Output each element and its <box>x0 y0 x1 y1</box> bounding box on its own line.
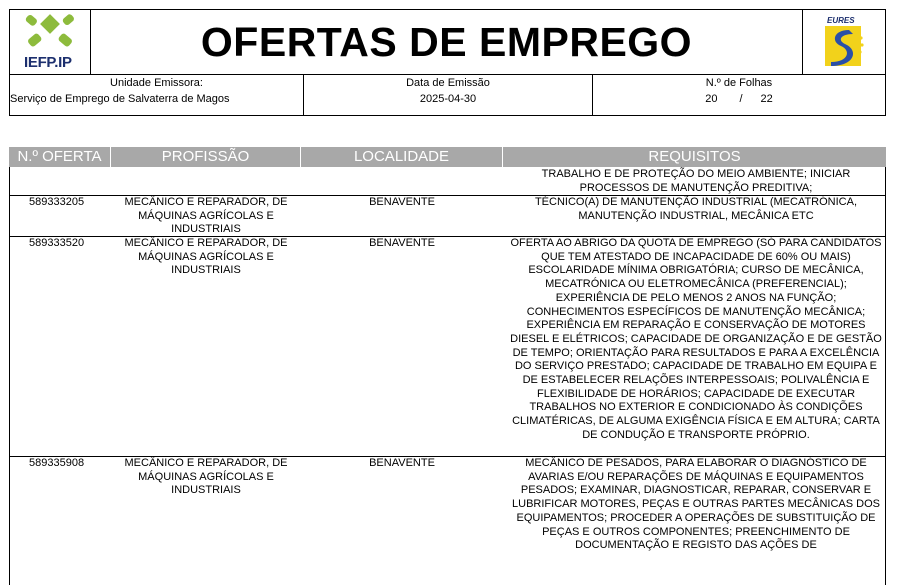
header-info-bar <box>9 74 886 116</box>
table-header <box>9 147 886 167</box>
page-title: OFERTAS DE EMPREGO <box>200 19 693 65</box>
column-header-requisitos: REQUISITOS <box>648 148 741 165</box>
eures-logo-icon <box>803 10 885 74</box>
cell-localidade: BENAVENTE <box>369 457 435 469</box>
cell-profissao: MECÂNICO E REPARADOR, DE MÁQUINAS AGRÍCOLAS E INDUSTRIAIS <box>124 196 288 236</box>
iefp-logo <box>10 10 91 74</box>
table-row <box>9 195 886 236</box>
unidade-emissora-cell <box>10 74 304 115</box>
cell-requisitos: TÉCNICO(A) DE MANUTENÇÃO INDUSTRIAL (MECATRÓNICA, MANUTENÇÃO INDUSTRIAL, MECÂNICA ETC <box>534 196 858 222</box>
document-header <box>9 9 886 116</box>
unidade-emissora-label: Unidade Emissora: <box>110 77 203 89</box>
cell-localidade: BENAVENTE <box>369 196 435 208</box>
cell-localidade: BENAVENTE <box>369 237 435 249</box>
unidade-emissora-value: Serviço de Emprego de Salvaterra de Magos <box>10 93 230 105</box>
cell-profissao: MECÂNICO E REPARADOR, DE MÁQUINAS AGRÍCOLAS E INDUSTRIAIS <box>124 457 288 497</box>
eures-logo-text: EURES <box>827 16 855 25</box>
folhas-separator: / <box>739 93 743 105</box>
iefp-logo-text: IEFP.IP <box>24 54 72 71</box>
table-row <box>9 236 886 456</box>
numero-folhas-label: N.º de Folhas <box>705 77 773 89</box>
data-emissao-label: Data de Emissão <box>406 77 490 89</box>
cell-numero-oferta: 589333520 <box>29 237 85 249</box>
iefp-logo-icon <box>10 10 90 56</box>
table-left-border <box>9 167 10 585</box>
table-row <box>9 167 886 195</box>
column-header-localidade: LOCALIDADE <box>301 147 503 167</box>
data-emissao-cell <box>304 74 593 115</box>
cell-requisitos: TRABALHO E DE PROTEÇÃO DO MEIO AMBIENTE; INICIAR PROCESSOS DE MANUTENÇÃO PREDITIVA; <box>541 168 851 194</box>
numero-folhas-cell <box>593 74 885 115</box>
folhas-total: 22 <box>760 93 773 105</box>
cell-profissao: MECÂNICO E REPARADOR, DE MÁQUINAS AGRÍCOLAS E INDUSTRIAIS <box>124 237 288 277</box>
column-header-profissao: PROFISSÃO <box>111 147 301 167</box>
cell-numero-oferta: 589335908 <box>29 457 85 469</box>
numero-folhas-value <box>593 93 885 105</box>
data-emissao-value: 2025-04-30 <box>419 93 477 105</box>
table-row <box>9 456 886 556</box>
cell-requisitos: OFERTA AO ABRIGO DA QUOTA DE EMPREGO (SÓ PARA CANDIDATOS QUE TEM ATESTADO DE INCAPACIDADE DE 60% OU MAIS) ESCOLARIDADE MÍNIMA OBRIGATÓRIA; CURSO DE MECÂNICA, MECATRÓNICA OU ELETROMECÂNICA (PREFERENCIAL); EXPERIÊNCIA DE PELO MENOS 2 ANOS NA FUNÇÃO; CONHECIMENTOS ESPECÍFICOS DE MANUTENÇÃO MECÂNICA; EXPERIÊNCIA EM REPARAÇÃO E CONSERVAÇÃO DE MOTORES DIESEL E ELÉTRICOS; CAPACIDADE DE ORGANIZAÇÃO E DE GESTÃO DE TEMPO; ORIENTAÇÃO PARA RESULTADOS E PARA A EXCELÊNCIA DO SERVIÇO PRESTADO; CAPACIDADE DE TRABALHO EM EQUIPA E DE ESTABELECER RELAÇÕES INTERPESSOAIS; POLIVALÊNCIA E FLEXIBILIDADE DE HORÁRIOS; CAPACIDADE DE EXECUTAR TRABALHOS NO EXTERIOR E CONDICIONADO ÀS CONDIÇÕES CLIMATÉRICAS, DE ALGUMA EXIGÊNCIA FÍSICA E EM ALTURA; CARTA DE CONDUÇÃO E TRANSPORTE PRÓPRIO. <box>510 237 882 441</box>
header-title-bar <box>9 9 886 75</box>
eures-logo <box>802 10 885 74</box>
cell-requisitos: MECÂNICO DE PESADOS, PARA ELABORAR O DIAGNÓSTICO DE AVARIAS E/OU REPARAÇÕES DE MÁQUINAS E EQUIPAMENTOS PESADOS; EXAMINAR, DIAGNOSTICAR, REPARAR, CONSERVAR E LUBRIFICAR MOTORES, PEÇAS E OUTRAS PARTES MECÂNICAS DOS EQUIPAMENTOS; PROCEDER A OPERAÇÕES DE SUBSTITUIÇÃO DE PEÇAS E OUTROS COMPONENTES; PREENCHIMENTO DE DOCUMENTAÇÃO E REGISTO DAS AÇÕES DE <box>512 457 880 552</box>
cell-numero-oferta: 589333205 <box>29 196 85 208</box>
folha-atual: 20 <box>705 93 718 105</box>
column-header-numero-oferta: N.º OFERTA <box>9 147 111 167</box>
table-right-border <box>885 167 886 585</box>
